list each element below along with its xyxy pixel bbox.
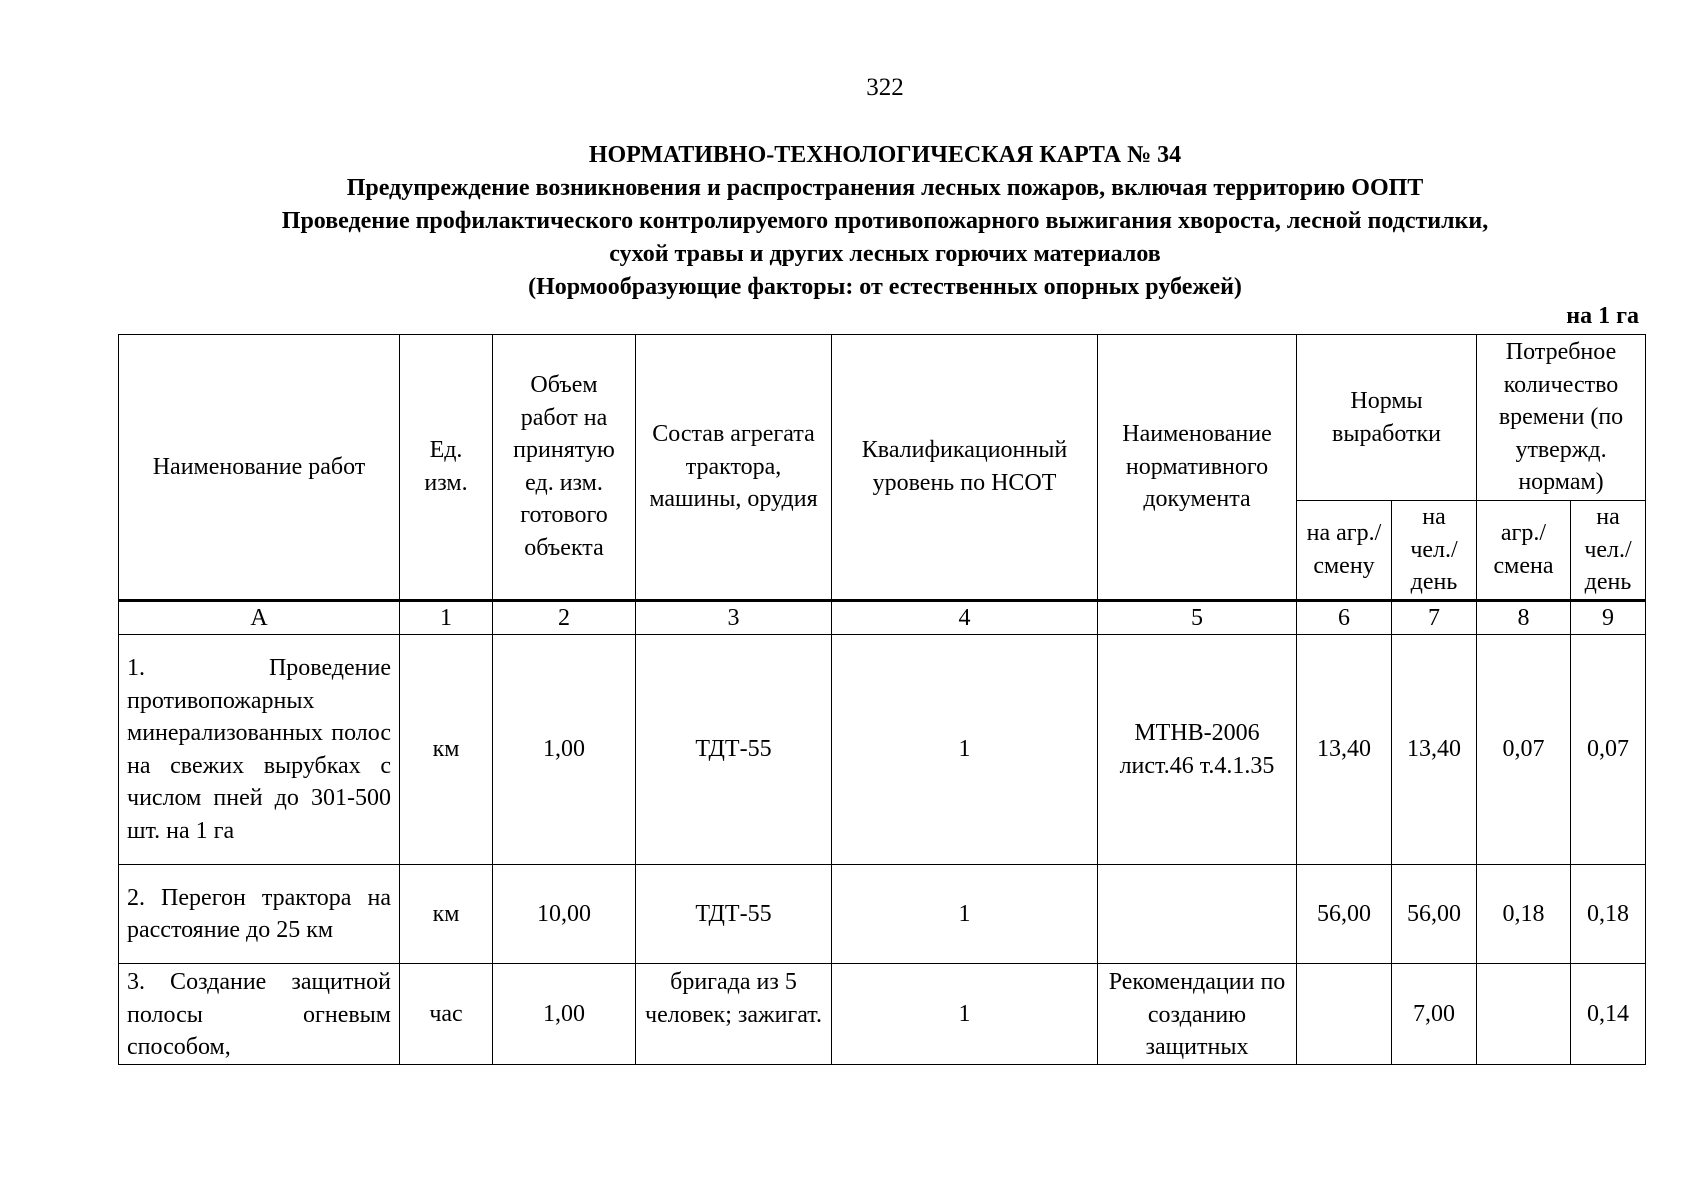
time-day-cell: 0,18 [1571, 865, 1646, 964]
norms-table [118, 334, 1646, 1065]
header-time-per-unit-shift: агр./ смена [1477, 501, 1571, 601]
table-row [119, 865, 1646, 964]
header-output-per-unit-shift: на агр./ смену [1297, 501, 1392, 601]
column-number: 7 [1392, 600, 1477, 635]
column-number: 1 [400, 600, 493, 635]
header-composition: Состав агрегата трактора, машины, орудия [636, 335, 832, 601]
qualification-cell: 1 [832, 635, 1098, 865]
column-number: 3 [636, 600, 832, 635]
title-block [0, 139, 1697, 304]
column-number: 2 [493, 600, 636, 635]
page-number: 322 [866, 74, 904, 101]
composition-cell: ТДТ-55 [636, 635, 832, 865]
header-output-per-person-day: на чел./ день [1392, 501, 1477, 601]
column-number: 4 [832, 600, 1098, 635]
time-day-cell: 0,07 [1571, 635, 1646, 865]
subtitle-line-1: Предупреждение возникновения и распространения лесных пожаров, включая территорию ООПТ [346, 175, 1424, 201]
volume-cell: 1,00 [493, 964, 636, 1065]
header-output-norms: Нормы выработки [1297, 335, 1477, 501]
qualification-cell: 1 [832, 865, 1098, 964]
document-cell: Рекомендации по созданию защитных [1098, 964, 1297, 1065]
subtitle-line-3: сухой травы и других лесных горючих материалов [609, 241, 1161, 267]
table-row [119, 635, 1646, 865]
unit-cell: км [400, 635, 493, 865]
volume-cell: 1,00 [493, 635, 636, 865]
unit-note: на 1 га [1566, 303, 1639, 329]
time-day-cell: 0,14 [1571, 964, 1646, 1065]
document-title: НОРМАТИВНО-ТЕХНОЛОГИЧЕСКАЯ КАРТА № 34 [588, 142, 1182, 168]
column-number: 5 [1098, 600, 1297, 635]
header-volume: Объем работ на принятую ед. изм. готового объекта [493, 335, 636, 601]
document-cell: МТНВ-2006 лист.46 т.4.1.35 [1098, 635, 1297, 865]
work-name-cell: 1. Проведение противопожарных минерализованных полос на свежих вырубках с числом пней до 301-500 шт. на 1 га [119, 635, 400, 865]
header-document: Наименование нормативного документа [1098, 335, 1297, 601]
table-row [119, 964, 1646, 1065]
column-number: 9 [1571, 600, 1646, 635]
output-day-cell: 7,00 [1392, 964, 1477, 1065]
composition-cell: бригада из 5 человек; зажигат. [636, 964, 832, 1065]
header-unit: Ед. изм. [400, 335, 493, 601]
column-numbers-row [119, 600, 1646, 635]
subtitle-line-2: Проведение профилактического контролируемого противопожарного выжигания хвороста, лесной подстилки, [281, 208, 1489, 234]
volume-cell: 10,00 [493, 865, 636, 964]
output-shift-cell: 56,00 [1297, 865, 1392, 964]
column-number: 8 [1477, 600, 1571, 635]
output-shift-cell [1297, 964, 1392, 1065]
header-qualification: Квалификационный уровень по НСОТ [832, 335, 1098, 601]
time-shift-cell: 0,07 [1477, 635, 1571, 865]
output-day-cell: 56,00 [1392, 865, 1477, 964]
time-shift-cell [1477, 964, 1571, 1065]
time-shift-cell: 0,18 [1477, 865, 1571, 964]
document-cell [1098, 865, 1297, 964]
header-time-required: Потребное количество времени (по утвержд. нормам) [1477, 335, 1646, 501]
output-day-cell: 13,40 [1392, 635, 1477, 865]
qualification-cell: 1 [832, 964, 1098, 1065]
unit-cell: час [400, 964, 493, 1065]
header-work-name: Наименование работ [119, 335, 400, 601]
unit-cell: км [400, 865, 493, 964]
output-shift-cell: 13,40 [1297, 635, 1392, 865]
header-time-per-person-day: на чел./ день [1571, 501, 1646, 601]
work-name-cell: 3. Создание защитной полосы огневым способом, [119, 964, 400, 1065]
column-number: 6 [1297, 600, 1392, 635]
subtitle-line-4: (Нормообразующие факторы: от естественных опорных рубежей) [528, 274, 1242, 300]
work-name-cell: 2. Перегон трактора на расстояние до 25 км [119, 865, 400, 964]
column-number: А [119, 600, 400, 635]
composition-cell: ТДТ-55 [636, 865, 832, 964]
